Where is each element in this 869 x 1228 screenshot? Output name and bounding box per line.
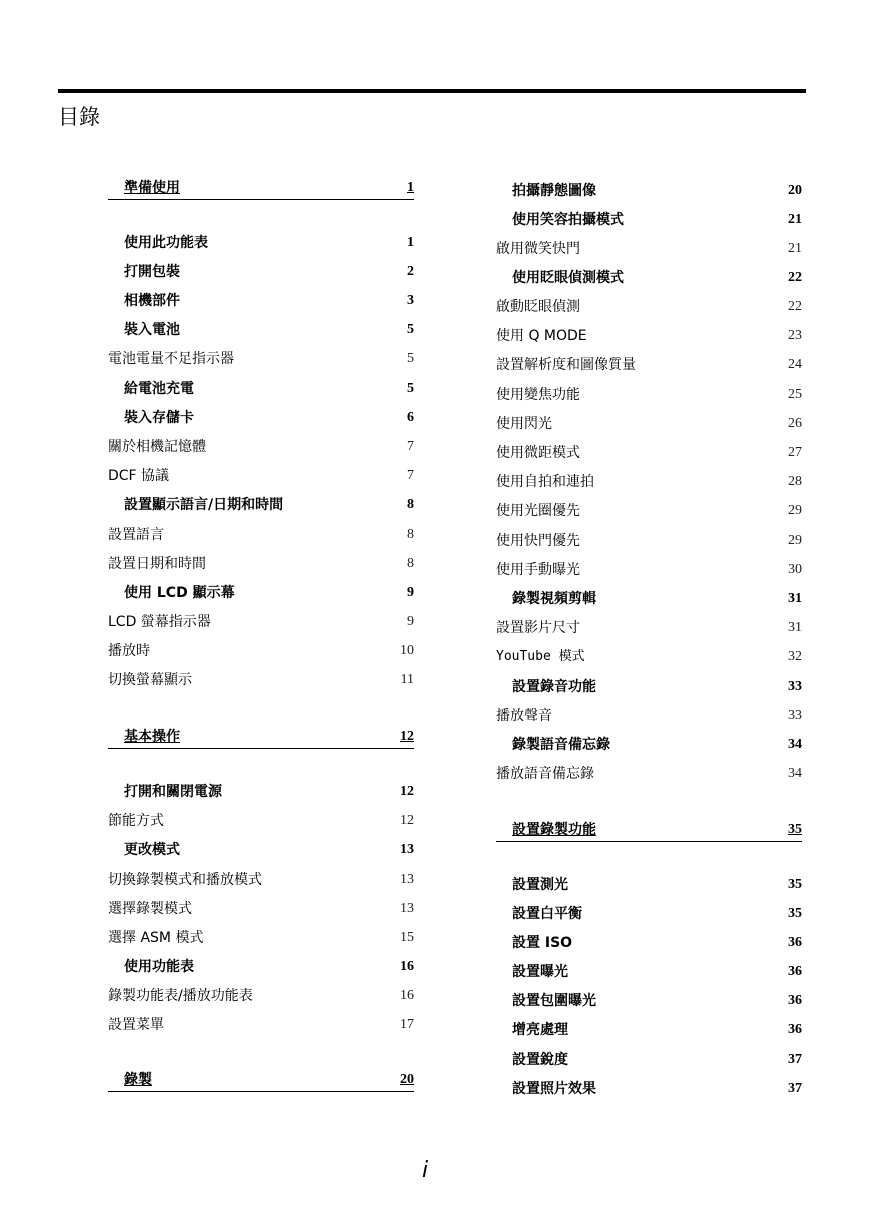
toc-entry-page: 26 [788,416,802,431]
toc-entry-title: 切換錄製模式和播放模式 [108,872,262,888]
toc-subentry[interactable] [496,325,802,347]
toc-subentry[interactable] [108,810,414,832]
toc-entry-page: 35 [788,906,802,921]
toc-entry-page: 22 [788,299,802,314]
toc-entry-page: 15 [400,930,414,945]
toc-subentry[interactable] [108,553,414,575]
toc-entry-page: 12 [400,729,414,744]
toc-entry-title: 設置語言 [108,527,164,543]
toc-entry-title: 使用 Q MODE [496,328,587,344]
toc-entry-page: 17 [400,1017,414,1032]
toc-entry[interactable] [496,180,802,202]
toc-entry-title: 設置顯示語言/日期和時間 [124,497,284,513]
toc-entry-page: 13 [400,872,414,887]
toc-entry[interactable] [108,494,414,516]
toc-entry[interactable] [496,734,802,756]
toc-subentry[interactable] [496,384,802,406]
toc-entry-title: 使用自拍和連拍 [496,474,594,490]
toc-entry-title: 使用閃光 [496,416,552,432]
toc-entry-title: 打開包裝 [124,264,180,280]
toc-entry-title: 基本操作 [124,729,180,745]
toc-subentry[interactable] [496,471,802,493]
toc-entry-page: 37 [788,1081,802,1096]
toc-subentry[interactable] [496,617,802,639]
toc-entry[interactable] [108,407,414,429]
toc-subentry[interactable] [496,530,802,552]
toc-entry-page: 31 [788,620,802,635]
toc-entry-page: 35 [788,822,802,837]
toc-entry-page: 1 [407,235,414,250]
toc-chapter-entry[interactable] [108,1069,414,1092]
toc-entry-page: 24 [788,357,802,372]
toc-entry-page: 33 [788,679,802,694]
toc-entry[interactable] [108,781,414,803]
toc-entry-page: 7 [407,468,414,483]
toc-entry-title: 啟用微笑快門 [496,241,580,257]
toc-subentry[interactable] [108,869,414,891]
toc-subentry[interactable] [496,559,802,581]
toc-chapter-entry[interactable] [108,177,414,200]
toc-entry-page: 29 [788,503,802,518]
toc-entry-title: YouTube 模式 [496,649,585,664]
toc-subentry[interactable] [108,927,414,949]
toc-entry-page: 32 [788,649,802,664]
toc-entry-title: 設置菜單 [108,1017,164,1033]
toc-entry-title: 啟動眨眼偵測 [496,299,580,315]
toc-subentry[interactable] [496,238,802,260]
toc-entry-title: 裝入電池 [124,322,180,338]
toc-entry-title: 使用微距模式 [496,445,580,461]
toc-subentry[interactable] [108,524,414,546]
toc-subentry[interactable] [496,763,802,785]
toc-subentry[interactable] [108,669,414,691]
toc-entry[interactable] [108,319,414,341]
toc-entry-page: 8 [407,556,414,571]
toc-entry-page: 36 [788,935,802,950]
toc-entry-title: 選擇錄製模式 [108,901,192,917]
toc-entry[interactable] [496,676,802,698]
toc-entry-page: 8 [407,497,414,512]
toc-entry-page: 36 [788,1022,802,1037]
toc-entry-title: 設置白平衡 [512,906,582,922]
toc-subentry[interactable] [496,705,802,727]
toc-entry-page: 33 [788,708,802,723]
toc-entry[interactable] [108,378,414,400]
toc-entry-title: 錄製功能表/播放功能表 [108,988,253,1004]
toc-entry-title: LCD 螢幕指示器 [108,614,211,630]
toc-chapter-entry[interactable] [108,726,414,749]
toc-entry-page: 11 [400,672,414,687]
toc-subentry[interactable] [108,640,414,662]
toc-entry-title: 錄製視頻剪輯 [512,591,596,607]
toc-entry[interactable] [496,1078,802,1100]
toc-subentry[interactable] [108,985,414,1007]
top-rule [58,89,806,93]
toc-entry-page: 2 [407,264,414,279]
toc-subentry[interactable] [108,436,414,458]
toc-entry-title: 設置錄製功能 [512,822,596,838]
toc-entry[interactable] [108,956,414,978]
toc-entry-page: 21 [788,241,802,256]
toc-entry[interactable] [496,961,802,983]
toc-entry-page: 13 [400,842,414,857]
toc-entry-title: 設置包圍曝光 [512,993,596,1009]
toc-entry-page: 22 [788,270,802,285]
toc-entry-page: 5 [407,381,414,396]
toc-entry[interactable] [496,209,802,231]
toc-entry-page: 16 [400,988,414,1003]
toc-entry-title: 設置測光 [512,877,568,893]
toc-entry[interactable] [496,588,802,610]
toc-entry-page: 6 [407,410,414,425]
toc-entry-page: 23 [788,328,802,343]
toc-entry-title: 準備使用 [124,180,180,196]
toc-entry-title: 設置解析度和圖像質量 [496,357,636,373]
toc-entry-title: 使用 LCD 顯示幕 [124,585,235,601]
toc-entry-page: 8 [407,527,414,542]
toc-entry-page: 37 [788,1052,802,1067]
toc-entry[interactable] [496,1049,802,1071]
toc-entry-page: 7 [407,439,414,454]
toc-entry-title: 裝入存儲卡 [124,410,194,426]
toc-entry-page: 3 [407,293,414,308]
toc-entry-title: 設置錄音功能 [512,679,596,695]
toc-entry-title: 使用光圈優先 [496,503,580,519]
toc-entry-title: 關於相機記憶體 [108,439,206,455]
toc-entry-page: 21 [788,212,802,227]
toc-entry-page: 1 [407,180,414,195]
toc-entry-page: 12 [400,813,414,828]
toc-entry-page: 28 [788,474,802,489]
toc-entry-page: 36 [788,993,802,1008]
toc-subentry[interactable] [496,442,802,464]
toc-entry-title: 播放時 [108,643,150,659]
page-number: i [422,1158,429,1183]
toc-entry[interactable] [496,990,802,1012]
toc-entry-page: 35 [788,877,802,892]
toc-entry-title: 相機部件 [124,293,180,309]
toc-entry-page: 25 [788,387,802,402]
toc-subentry[interactable] [108,465,414,487]
toc-entry[interactable] [108,261,414,283]
toc-entry-page: 20 [788,183,802,198]
toc-subentry[interactable] [108,348,414,370]
toc-entry-page: 20 [400,1072,414,1087]
toc-entry-title: 打開和關閉電源 [124,784,222,800]
toc-entry[interactable] [108,290,414,312]
toc-entry-page: 5 [407,322,414,337]
toc-entry-title: 使用眨眼偵測模式 [512,270,624,286]
toc-subentry[interactable] [496,646,802,668]
toc-entry-title: 播放聲音 [496,708,552,724]
toc-entry-page: 12 [400,784,414,799]
toc-entry-title: 設置曝光 [512,964,568,980]
toc-entry[interactable] [108,582,414,604]
toc-entry-title: DCF 協議 [108,468,170,484]
toc-entry-title: 使用快門優先 [496,533,580,549]
toc-entry-title: 設置日期和時間 [108,556,206,572]
toc-subentry[interactable] [496,354,802,376]
toc-entry-page: 9 [407,614,414,629]
toc-entry[interactable] [496,874,802,896]
toc-entry-title: 使用變焦功能 [496,387,580,403]
toc-subentry[interactable] [108,611,414,633]
toc-entry-page: 10 [400,643,414,658]
toc-entry-page: 31 [788,591,802,606]
toc-subentry[interactable] [108,1014,414,1036]
toc-subentry[interactable] [496,413,802,435]
toc-entry-title: 拍攝靜態圖像 [512,183,596,199]
toc-entry-title: 錄製 [124,1072,152,1088]
toc-entry-title: 節能方式 [108,813,164,829]
toc-entry-page: 27 [788,445,802,460]
toc-entry-page: 16 [400,959,414,974]
toc-entry-page: 36 [788,964,802,979]
toc-entry-page: 13 [400,901,414,916]
page-title: 目錄 [58,105,100,129]
toc-entry[interactable] [496,267,802,289]
toc-entry-title: 設置照片效果 [512,1081,596,1097]
toc-entry[interactable] [496,1019,802,1041]
toc-entry-title: 設置銳度 [512,1052,568,1068]
toc-entry-page: 5 [407,351,414,366]
toc-entry-title: 設置影片尺寸 [496,620,580,636]
toc-subentry[interactable] [108,898,414,920]
toc-entry[interactable] [108,839,414,861]
toc-entry-page: 30 [788,562,802,577]
toc-entry-page: 29 [788,533,802,548]
toc-entry-title: 選擇 ASM 模式 [108,930,204,946]
toc-entry-title: 使用功能表 [124,959,194,975]
toc-subentry[interactable] [496,296,802,318]
toc-entry-page: 9 [407,585,414,600]
toc-chapter-entry[interactable] [496,819,802,842]
toc-entry-title: 使用笑容拍攝模式 [512,212,624,228]
toc-entry-title: 更改模式 [124,842,180,858]
toc-entry-page: 34 [788,766,802,781]
toc-entry-title: 電池電量不足指示器 [108,351,234,367]
toc-entry-title: 使用此功能表 [124,235,208,251]
toc-entry-title: 播放語音備忘錄 [496,766,594,782]
toc-entry-title: 錄製語音備忘錄 [512,737,610,753]
toc-entry[interactable] [496,932,802,954]
toc-entry[interactable] [108,232,414,254]
toc-entry-title: 設置 ISO [512,935,573,951]
toc-entry[interactable] [496,903,802,925]
toc-entry-title: 給電池充電 [124,381,194,397]
toc-entry-title: 使用手動曝光 [496,562,580,578]
toc-entry-title: 增亮處理 [512,1022,568,1038]
toc-entry-title: 切換螢幕顯示 [108,672,192,688]
toc-entry-page: 34 [788,737,802,752]
toc-subentry[interactable] [496,500,802,522]
